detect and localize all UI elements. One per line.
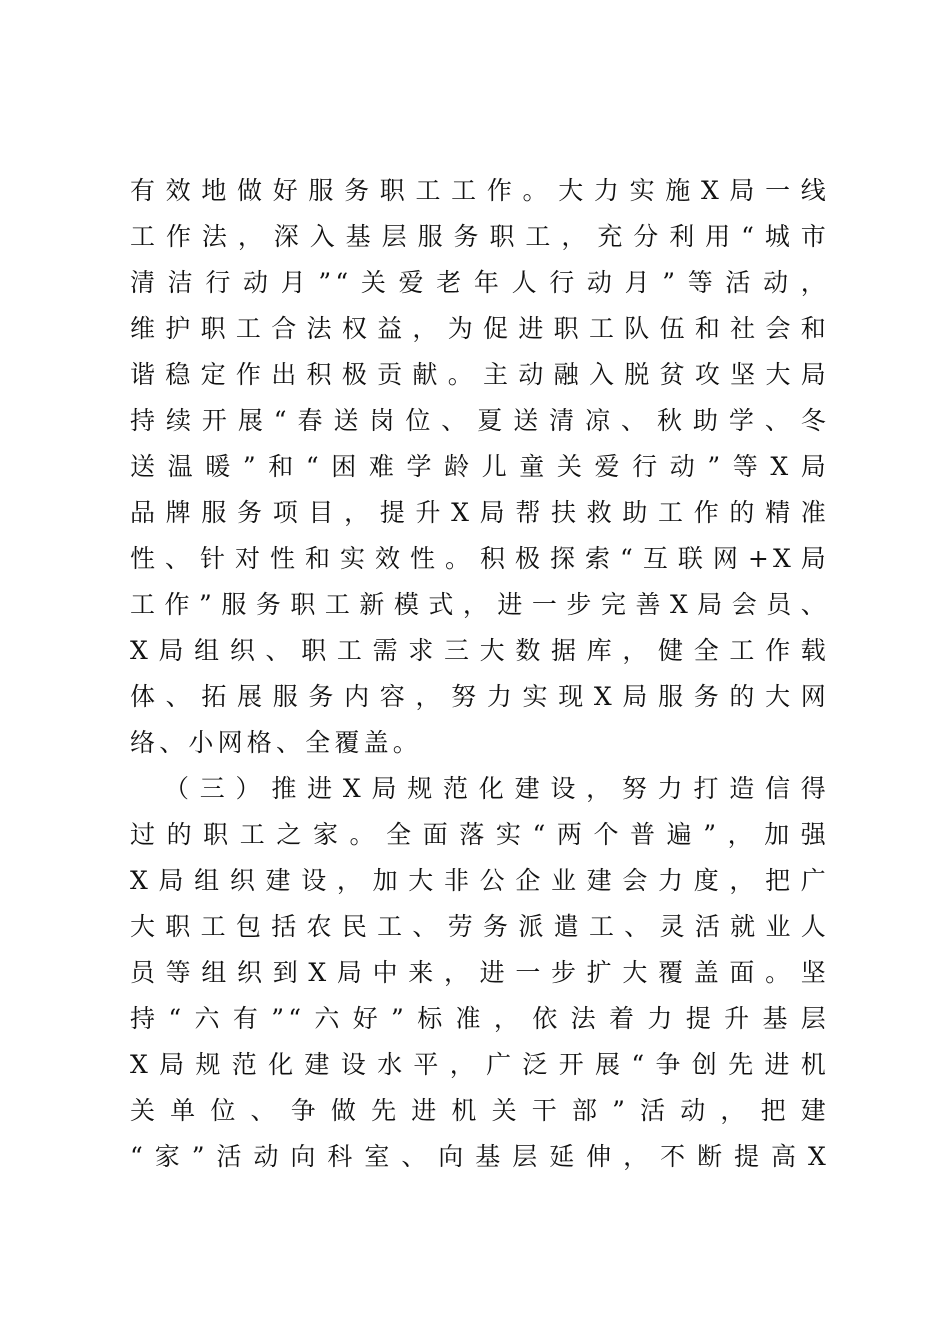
section-heading-line: （三）推进X局规范化建设，努力打造信得: [164, 774, 830, 803]
text-line: X局组织、职工需求三大数据库，健全工作载: [130, 636, 830, 665]
text-line: 员等组织到X局中来，进一步扩大覆盖面。坚: [130, 958, 830, 987]
text-line: 谐稳定作出积极贡献。主动融入脱贫攻坚大局: [130, 360, 830, 389]
text-line: 络、小网格、全覆盖。: [130, 728, 423, 757]
text-line: “家”活动向科室、向基层延伸，不断提高X: [130, 1142, 830, 1171]
text-line: 体、拓展服务内容，努力实现X局服务的大网: [130, 682, 830, 711]
text-line: X局组织建设，加大非公企业建会力度，把广: [130, 866, 830, 895]
text-line: 大职工包括农民工、劳务派遣工、灵活就业人: [130, 912, 830, 941]
text-line: 工作”服务职工新模式，进一步完善X局会员、: [130, 590, 830, 619]
text-line: 有效地做好服务职工工作。大力实施X局一线: [130, 176, 830, 205]
text-line: 性、针对性和实效性。积极探索“互联网+X局: [130, 544, 830, 573]
text-line: 品牌服务项目，提升X局帮扶救助工作的精准: [130, 498, 830, 527]
text-line: X局规范化建设水平，广泛开展“争创先进机: [130, 1050, 830, 1079]
body-text: [130, 168, 830, 1180]
text-line: 过的职工之家。全面落实“两个普遍”，加强: [130, 820, 830, 849]
text-line: 维护职工合法权益，为促进职工队伍和社会和: [130, 314, 830, 343]
text-line: 持“六有”“六好”标准，依法着力提升基层: [130, 1004, 830, 1033]
text-line: 工作法，深入基层服务职工，充分利用“城市: [130, 222, 830, 251]
text-line: 持续开展“春送岗位、夏送清凉、秋助学、冬: [130, 406, 830, 435]
text-line: 关单位、争做先进机关干部”活动，把建: [130, 1096, 830, 1125]
text-line: 送温暖”和“困难学龄儿童关爱行动”等X局: [130, 452, 830, 481]
text-line: 清洁行动月”“关爱老年人行动月”等活动，: [130, 268, 830, 297]
